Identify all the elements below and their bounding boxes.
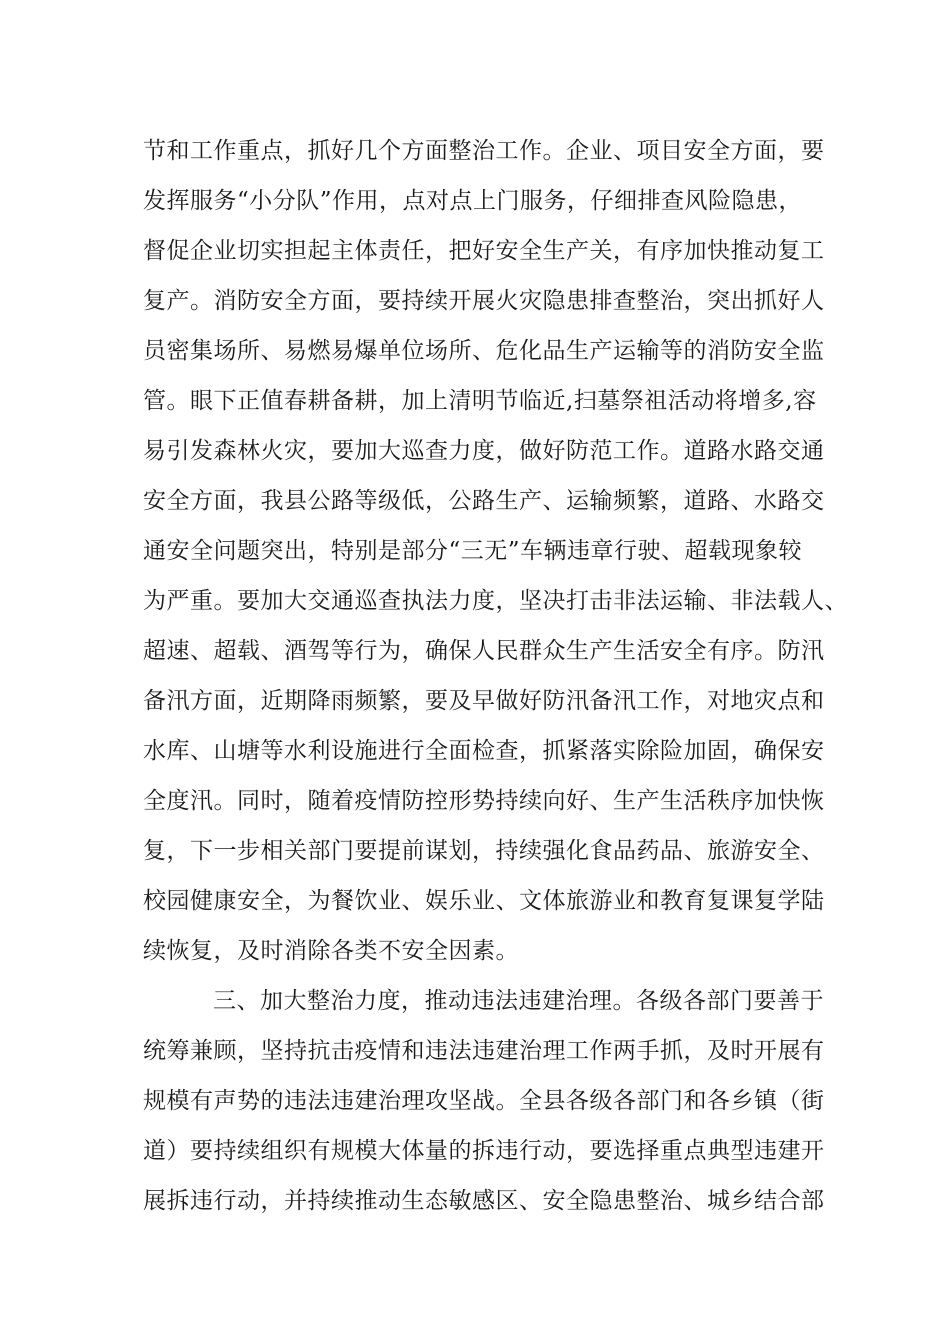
text-line: 节和工作重点，抓好几个方面整治工作。企业、项目安全方面，要	[143, 138, 825, 164]
text-line: 校园健康安全，为餐饮业、娱乐业、文体旅游业和教育复课复学陆	[143, 888, 825, 914]
text-line: 超速、超载、酒驾等行为，确保人民群众生产生活安全有序。防汛	[143, 638, 825, 664]
text-line: 员密集场所、易燃易爆单位场所、危化品生产运输等的消防安全监	[143, 338, 825, 364]
text-line: 统筹兼顾，坚持抗击疫情和违法违建治理工作两手抓，及时开展有	[143, 1038, 825, 1064]
text-line: 展拆违行动，并持续推动生态敏感区、安全隐患整治、城乡结合部	[143, 1188, 825, 1214]
text-line: 水库、山塘等水利设施进行全面检查，抓紧落实除险加固，确保安	[143, 738, 825, 764]
text-line: 易引发森林火灾，要加大巡查力度，做好防范工作。道路水路交通	[143, 438, 825, 464]
text-line: 安全方面，我县公路等级低，公路生产、运输频繁，道路、水路交	[143, 488, 825, 514]
text-line: 全度汛。同时，随着疫情防控形势持续向好、生产生活秩序加快恢	[143, 788, 825, 814]
section-heading-line: 三、加大整治力度，推动违法违建治理。各级各部门要善于	[213, 988, 824, 1014]
text-line: 管。眼下正值春耕备耕，加上清明节临近,扫墓祭祖活动将增多,容	[143, 388, 817, 414]
text-line: 通安全问题突出，特别是部分“三无”车辆违章行驶、超载现象较	[143, 538, 803, 564]
text-line: 发挥服务“小分队”作用，点对点上门服务，仔细排查风险隐患，	[143, 188, 803, 214]
text-line: 续恢复，及时消除各类不安全因素。	[143, 938, 519, 964]
text-line: 复，下一步相关部门要提前谋划，持续强化食品药品、旅游安全、	[143, 838, 825, 864]
text-line: 为严重。要加大交通巡查执法力度，坚决打击非法运输、非法载人、	[143, 588, 848, 614]
text-line: 督促企业切实担起主体责任，把好安全生产关，有序加快推动复工	[143, 238, 825, 264]
text-line: 道）要持续组织有规模大体量的拆违行动，要选择重点典型违建开	[143, 1138, 825, 1164]
text-line: 复产。消防安全方面，要持续开展火灾隐患排查整治，突出抓好人	[143, 288, 825, 314]
text-line: 备汛方面，近期降雨频繁，要及早做好防汛备汛工作，对地灾点和	[143, 688, 825, 714]
text-line: 规模有声势的违法违建治理攻坚战。全县各级各部门和各乡镇（街	[143, 1088, 825, 1114]
